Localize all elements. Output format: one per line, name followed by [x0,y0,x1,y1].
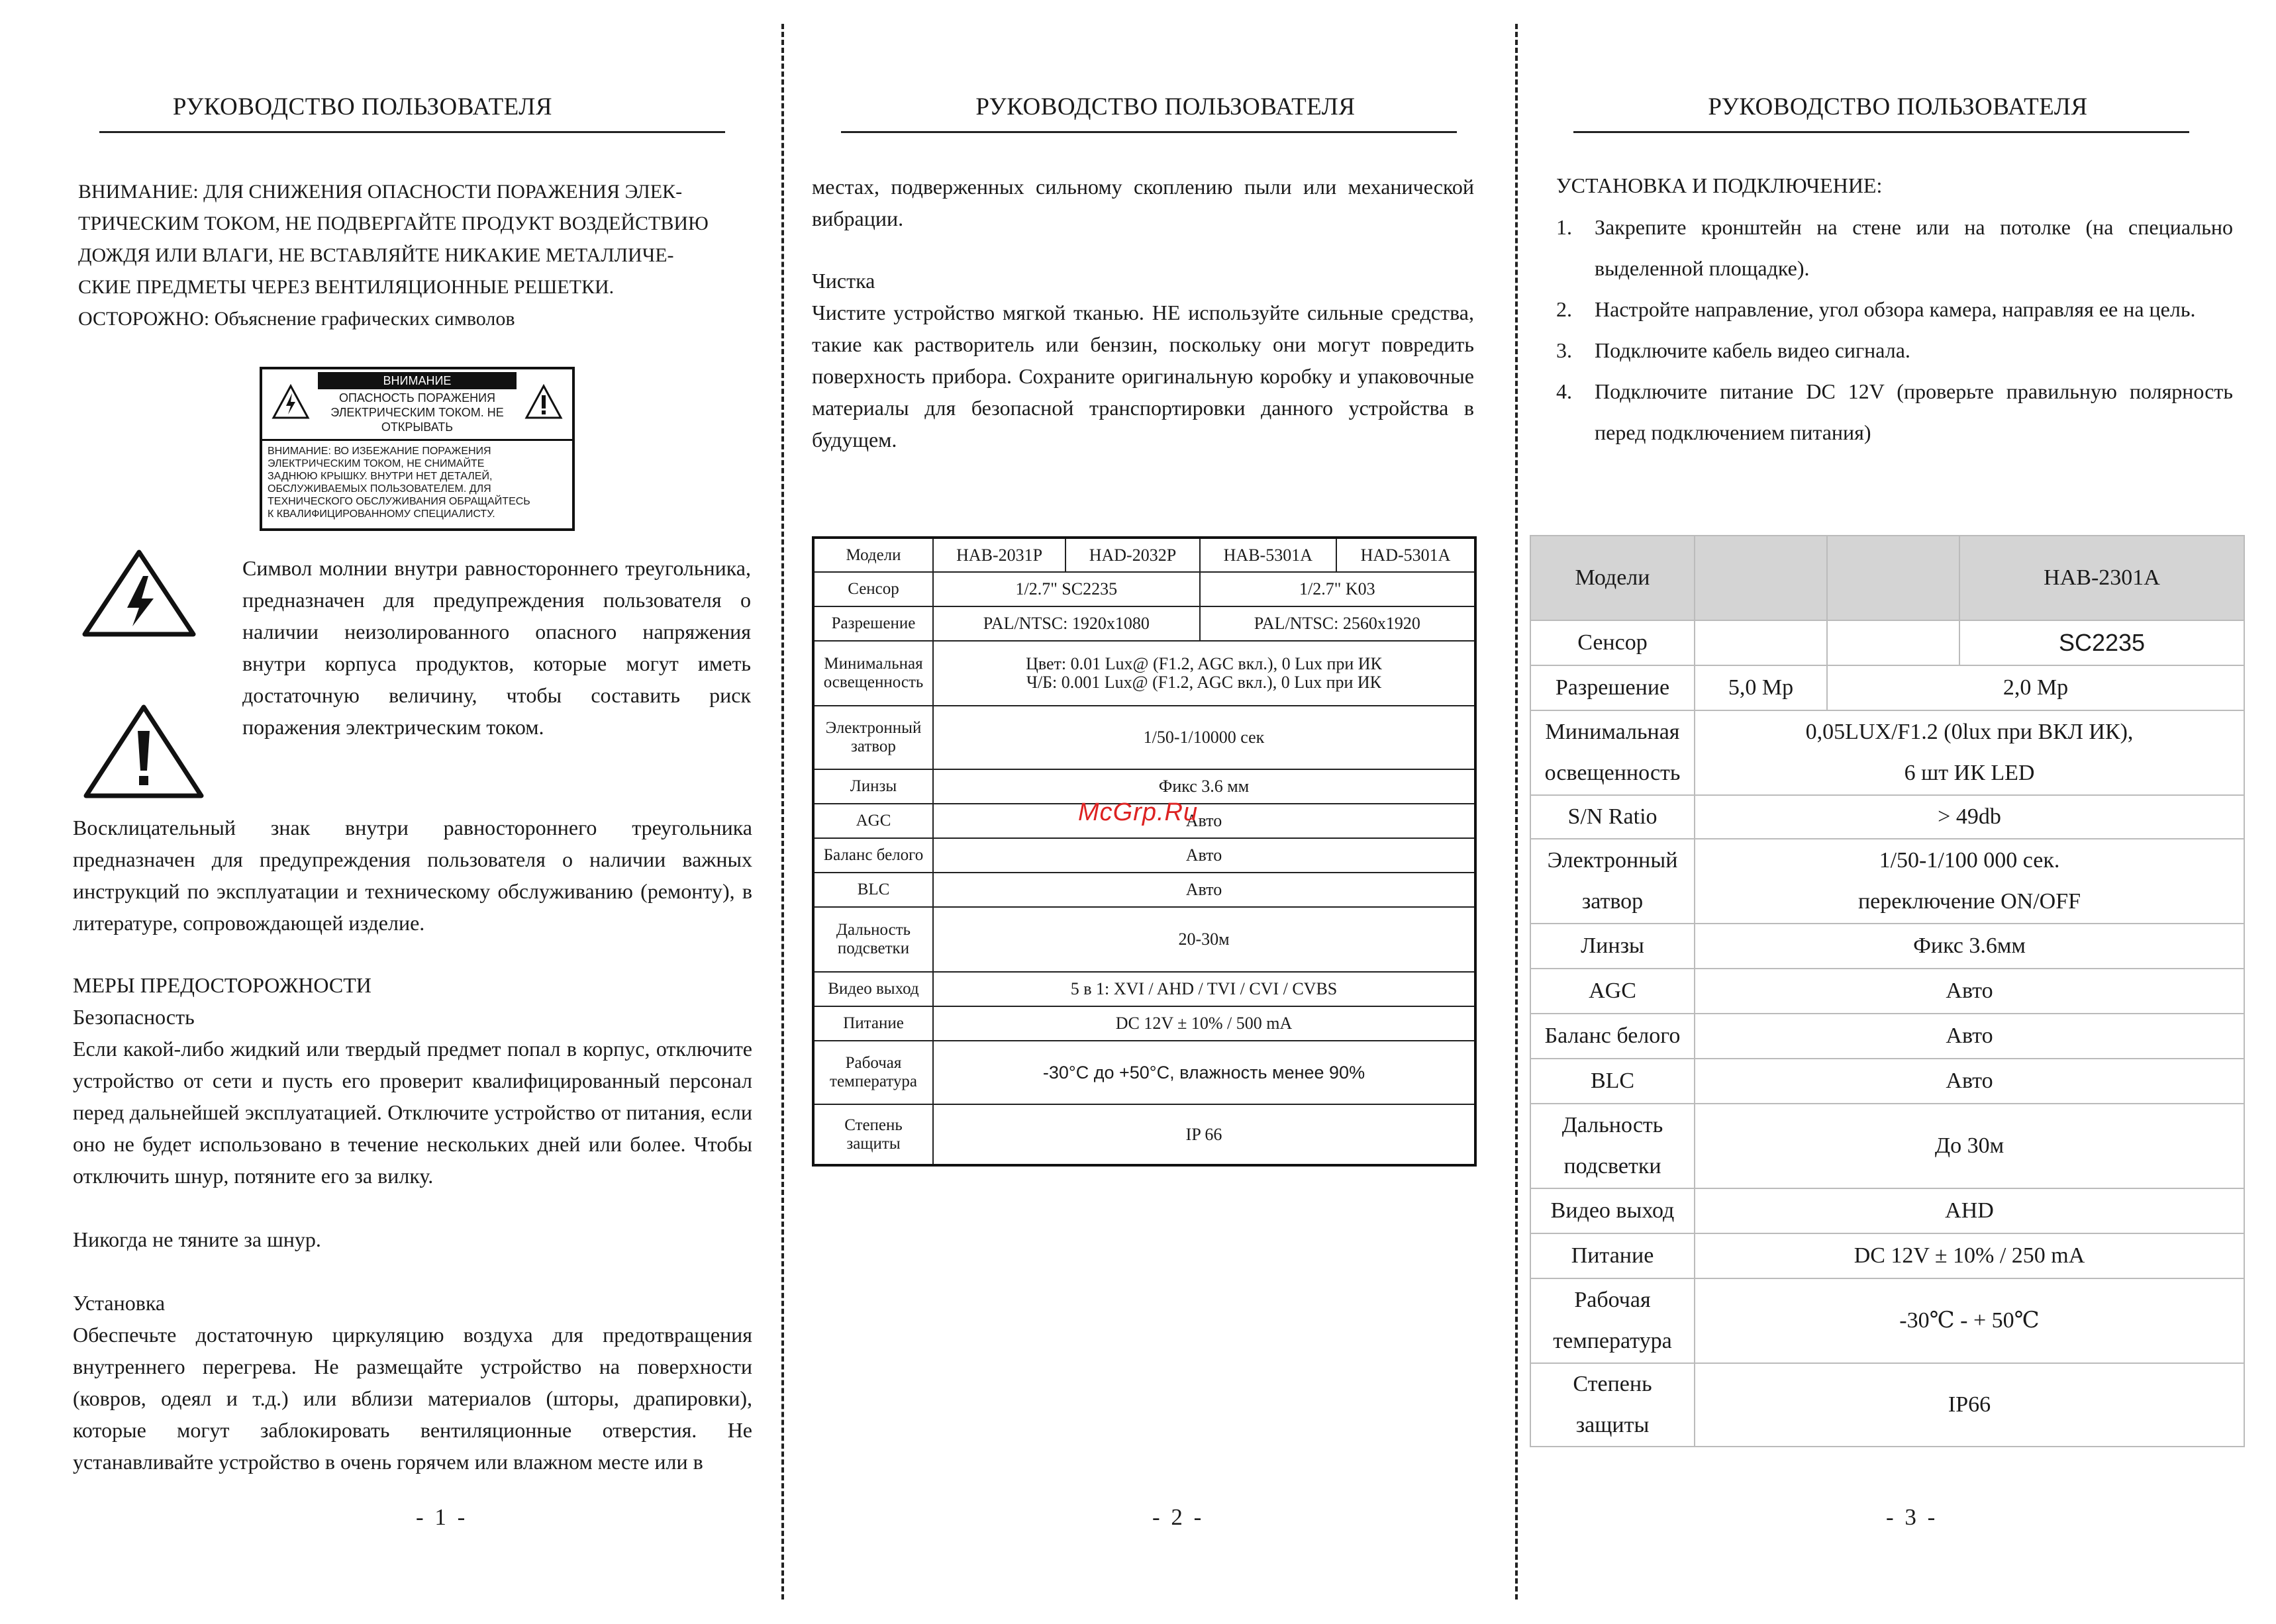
safety-title: Безопасность [73,1005,195,1029]
page3-header: РУКОВОДСТВО ПОЛЬЗОВАТЕЛЯ [1708,93,2088,120]
installation-text: Обеспечьте достаточную циркуляцию воздуха для предотвращения внутреннего перегрева. Не размещайте устройство на поверхности (ковров, одеял и т.д.) или вблизи материалов (шторы, драпировки), которые могут заблокировать вентиляционные отверстия. Не устанавливайте устройство в очень горячем или влажном месте или в [73,1323,752,1474]
install-step: 4. Подключите питание DC 12V (проверьте правильную полярность перед подключением питания) [1556,379,2233,444]
page2-continuation: местах, подверженных сильному скоплению пыли или механической вибрации. [812,175,1474,230]
label-subtext: ОПАСНОСТЬ ПОРАЖЕНИЯ ЭЛЕКТРИЧЕСКИМ ТОКОМ. НЕ ОТКРЫВАТЬ [330,391,504,434]
installation-title: Установка [73,1291,166,1315]
page2-header-line [841,131,1457,133]
page1-caution: ОСТОРОЖНО: Объяснение графических символов [78,308,515,330]
safety-text: Если какой-либо жидкий или твердый предмет попал в корпус, отключите устройство от сети и пусть его проверит квалифицированный персонал перед дальнейшей эксплуатацией. Отключите устройство от питания, если оно не будет использовано в течение нескольких дней или более. Чтобы отключить шнур, потяните его за вилку. [73,1037,752,1188]
install-step: 1. Закрепите кронштейн на стене или на потолке (на специально выделенной площадке). [1556,215,2233,280]
lightning-description: Символ молнии внутри равностороннего треугольника, предназначен для предупреждения пользователя о наличии неизолированного опасного напряжения внутри корпуса продуктов, которые могут иметь достаточную величину, чтобы составить риск поражения электрическим током. [242,556,751,739]
spec-table-page3: Модели HAB-2301A Сенсор SC2235 Разрешение 5,0 Mp 2,0 Mp Минимальная освещенность 0,05LUX/F1.2 (0lux при ВКЛ ИК), 6 шт ИК LED S/N Ratio > 49db Электронный затвор 1/50-1/100 000 сек. переключение ON/OFF Линзы Фикс 3.6мм AGC Авто Баланс белого Авто BLC Авто Дальность подсветки До 30м Видео выход AHD Питание DC 12V ± 10% / 250 mA Рабочая температура -30℃ - + 50℃ Степень защиты IP66 [1530,535,2245,1447]
label-lightning-icon [272,384,310,420]
page2-number: - 2 - [1152,1504,1205,1530]
install-steps [1556,207,2233,453]
label-body: ВНИМАНИЕ: ВО ИЗБЕЖАНИЕ ПОРАЖЕНИЯ ЭЛЕКТРИЧЕСКИМ ТОКОМ, НЕ СНИМАЙТЕ ЗАДНЮЮ КРЫШКУ. ВНУТРИ НЕТ ДЕТАЛЕЙ, ОБСЛУЖИВАЕМЫХ ПОЛЬЗОВАТЕЛЕМ. ДЛЯ ТЕХНИЧЕСКОГО ОБСЛУЖИВАНИЯ ОБРАЩАЙТЕСЬ К КВАЛИФИЦИРОВАННОМУ СПЕЦИАЛИСТУ. [268,446,530,520]
watermark: McGrp.Ru [1078,798,1199,826]
page-divider-2 [1515,24,1518,1600]
spec-table-page2: Модели HAB-2031P HAD-2032P HAB-5301A HAD-5301A Сенсор 1/2.7" SC2235 1/2.7" K03 Разрешение PAL/NTSC: 1920x1080 PAL/NTSC: 2560x1920 Минимальная освещенность Цвет: 0.01 Lux@ (F1.2, AGC вкл.), 0 Lux при ИК Ч/Б: 0.001 Lux@ (F1.2, AGC вкл.), 0 Lux при ИК Электронный затвор 1/50-1/10000 сек Линзы Фикс 3.6 мм AGC Авто Баланс белого Авто BLC Авто Дальность подсветки 20-30м Видео выход 5 в 1: XVI / AHD / TVI / CVI / CVBS Питание DC 12V ± 10% / 500 mA Рабочая температура -30°C до +50°C, влажность менее 90% Степень защиты IP 66 [812,536,1477,1167]
label-heading: ВНИМАНИЕ [318,372,517,389]
install-step: 3. Подключите кабель видео сигнала. [1556,338,1910,362]
page3-header-line [1573,131,2189,133]
page1-number: - 1 - [416,1504,468,1530]
precautions-title: МЕРЫ ПРЕДОСТОРОЖНОСТИ [73,973,371,997]
page1-header-line [99,131,725,133]
label-exclamation-icon [524,384,563,420]
safety-never: Никогда не тяните за шнур. [73,1227,321,1251]
cleaning-title: Чистка [812,269,875,293]
warning-label [260,367,575,531]
lightning-triangle-icon [79,547,199,640]
page1-header: РУКОВОДСТВО ПОЛЬЗОВАТЕЛЯ [172,93,553,120]
page3-number: - 3 - [1886,1504,1938,1530]
page1-warning: ВНИМАНИЕ: ДЛЯ СНИЖЕНИЯ ОПАСНОСТИ ПОРАЖЕНИЯ ЭЛЕК- ТРИЧЕСКИМ ТОКОМ, НЕ ПОДВЕРГАЙТЕ ПРОДУКТ ВОЗДЕЙСТВИЮ ДОЖДЯ ИЛИ ВЛАГИ, НЕ ВСТАВЛЯЙТЕ НИКАКИЕ МЕТАЛЛИЧЕ- СКИЕ ПРЕДМЕТЫ ЧЕРЕЗ ВЕНТИЛЯЦИОННЫЕ РЕШЕТКИ. ОСТОРОЖНО: Объяснение графических символов [78,176,760,335]
page2-header: РУКОВОДСТВО ПОЛЬЗОВАТЕЛЯ [975,93,1356,120]
exclamation-description: Восклицательный знак внутри равностороннего треугольника предназначен для предупреждения пользователя о наличии важных инструкций по эксплуатации и техническому обслуживанию (ремонту), в литературе, сопровождающей изделие. [73,816,752,935]
install-connect-title: УСТАНОВКА И ПОДКЛЮЧЕНИЕ: [1556,173,1883,197]
page-divider-1 [781,24,784,1600]
cleaning-text: Чистите устройство мягкой тканью. НЕ используйте сильные средства, такие как растворитель или бензин, поскольку они могут повредить поверхность прибора. Сохраните оригинальную коробку и упаковочные материалы для безопасной транспортировки данного устройства в будущем. [812,301,1474,452]
install-step: 2. Настройте направление, угол обзора камера, направляя ее на цель. [1556,297,2196,321]
exclamation-triangle-icon [81,702,207,801]
